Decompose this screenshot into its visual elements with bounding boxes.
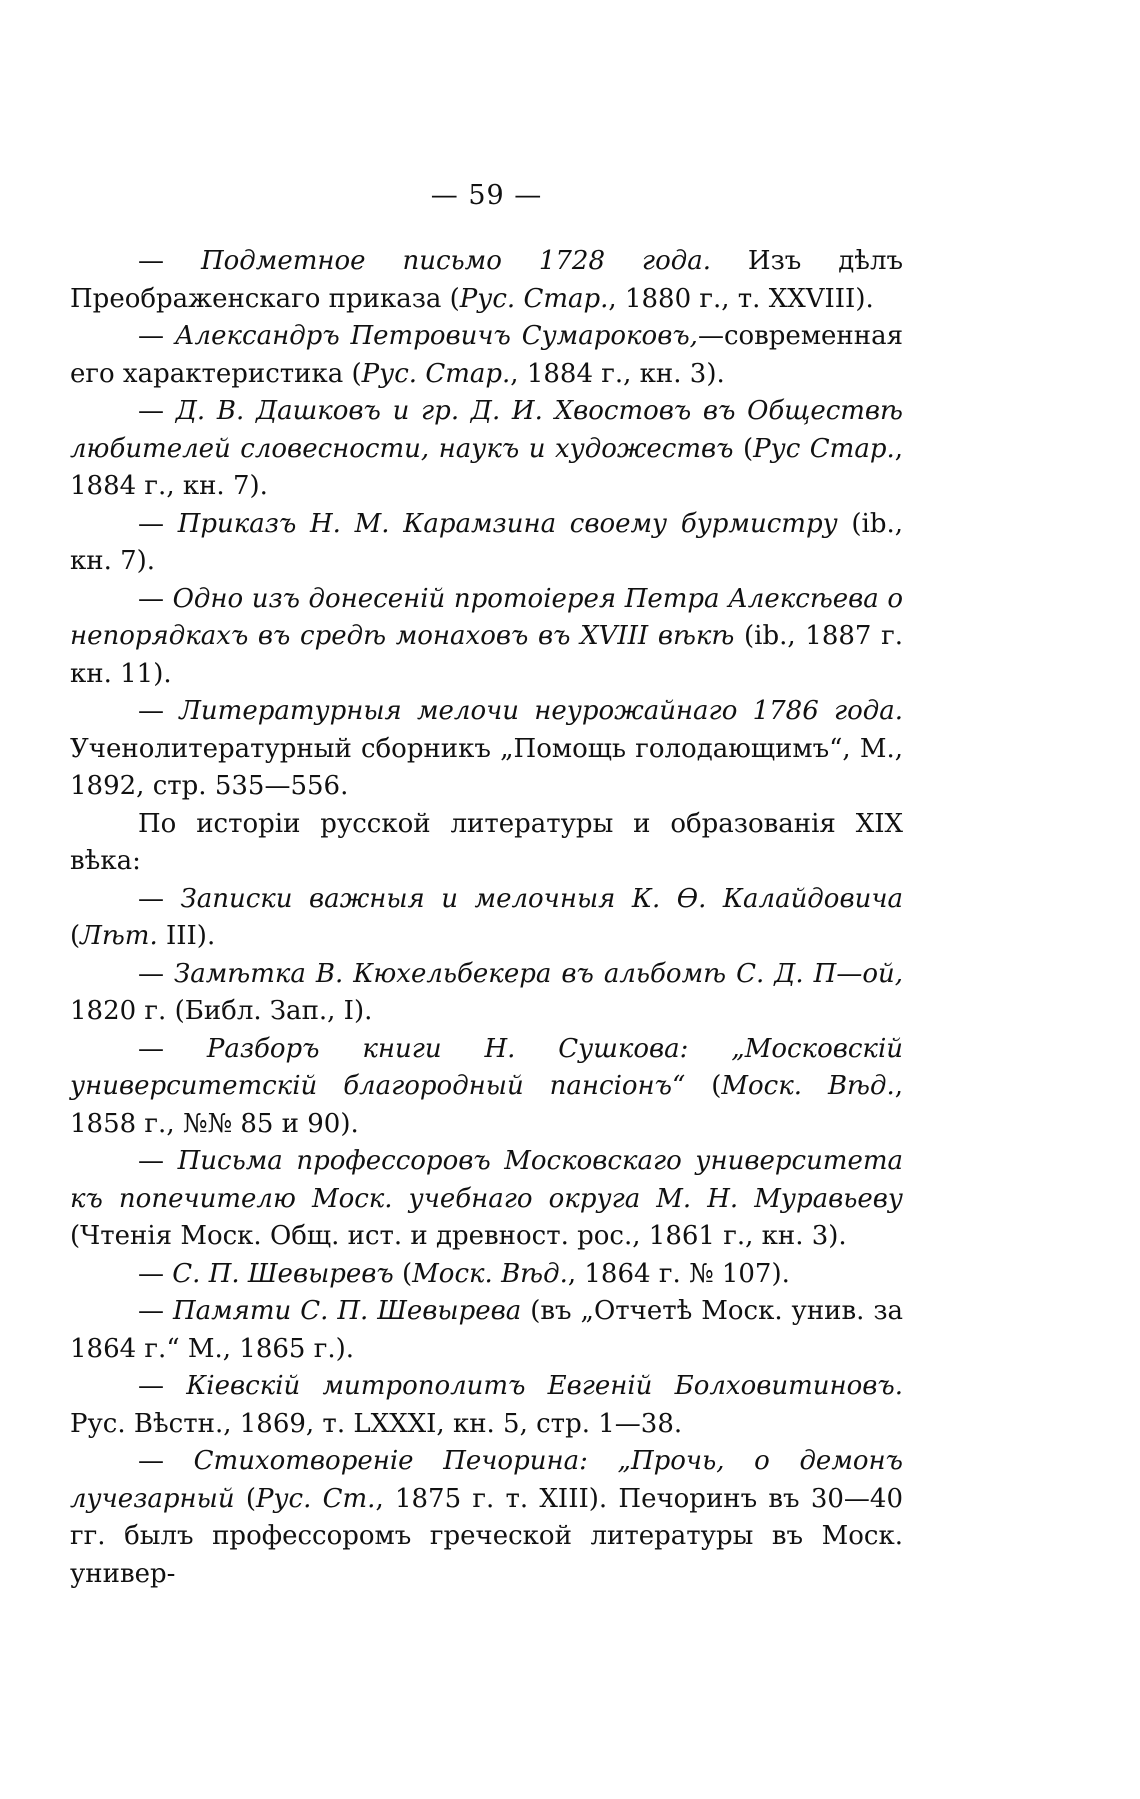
entry-text: По исторіи русской литературы и образованія XIX вѣка: xyxy=(70,808,903,876)
entry-text: ( xyxy=(685,1071,722,1101)
entry-text: Рус. Вѣстн., 1869, т. LXXXI, кн. 5, стр. 1—38. xyxy=(70,1408,683,1439)
entry-text: ( xyxy=(234,1483,256,1514)
entry-title-text: Рус Стар. xyxy=(753,433,895,464)
bibliography-entry xyxy=(70,693,903,806)
entry-text: — xyxy=(138,1371,187,1401)
bibliography-list xyxy=(70,243,903,1593)
entry-title-text: С. П. Шевыревъ xyxy=(172,1258,394,1289)
entry-title-text: Письма профессоровъ Московскаго университета къ попечителю Моск. учебнаго округа М. Н. Муравьеву xyxy=(70,1146,904,1214)
entry-title-text: Рус. Ст. xyxy=(255,1483,376,1514)
bibliography-entry xyxy=(70,1293,903,1368)
entry-text: , 1858 г., №№ 85 и 90). xyxy=(70,1071,903,1139)
bibliography-entry xyxy=(70,1256,903,1294)
bibliography-entry xyxy=(70,1143,903,1256)
entry-title-text: Рус. Стар. xyxy=(459,283,609,314)
page xyxy=(70,180,903,1593)
entry-text: — xyxy=(138,583,173,614)
bibliography-entry xyxy=(70,956,903,1031)
bibliography-entry xyxy=(70,243,903,318)
entry-text: ( xyxy=(70,921,81,951)
entry-text: — xyxy=(138,958,175,989)
bibliography-entry xyxy=(70,506,903,581)
entry-text: — xyxy=(138,1446,194,1476)
bibliography-entry xyxy=(70,881,903,956)
entry-title-text: Кіевскій митрополитъ Евгеній Болховитиновъ. xyxy=(186,1371,904,1401)
entry-title-text: Разборъ книги Н. Сушкова: „Московскій университетскій благородный пансіонъ“ xyxy=(70,1033,904,1101)
entry-text: 1820 г. (Библ. Зап., I). xyxy=(70,996,373,1026)
entry-text: —современная его характеристика ( xyxy=(70,321,903,389)
entry-text: Изъ дѣлъ Преображенскаго приказа ( xyxy=(70,246,904,314)
bibliography-entry xyxy=(70,318,903,393)
entry-title-text: Стихотвореніе Печорина: „Прочь, о демонъ лучезарный xyxy=(70,1446,903,1514)
entry-title-text: Александръ Петровичъ Сумароковъ, xyxy=(174,321,698,351)
entry-text: — xyxy=(138,1033,207,1064)
entry-title-text: Рус. Стар. xyxy=(361,358,511,389)
entry-text: — xyxy=(138,321,175,351)
entry-title-text: Моск. Вѣд. xyxy=(412,1258,568,1289)
entry-text: (ib., 1887 г. кн. 11). xyxy=(70,621,903,689)
entry-text: , 1864 г. № 107). xyxy=(567,1258,790,1289)
section-heading xyxy=(70,806,903,881)
entry-text: — xyxy=(138,1296,173,1326)
entry-title-text: Д. В. Дашковъ и гр. Д. И. Хвостовъ въ Обществѣ любителей словесности, наукъ и художествъ xyxy=(70,396,903,464)
bibliography-entry xyxy=(70,1368,903,1443)
entry-title-text: Подметное письмо 1728 года. xyxy=(200,246,711,276)
entry-title-text: Лѣт. xyxy=(80,921,158,951)
entry-text: ( xyxy=(733,433,754,464)
entry-text: (въ „Отчетѣ Моск. унив. за 1864 г.“ М., 1865 г.). xyxy=(70,1296,904,1364)
entry-title-text: Литературныя мелочи неурожайнаго 1786 года. xyxy=(179,696,903,726)
entry-title-text: Памяти С. П. Шевырева xyxy=(172,1296,522,1326)
entry-text: , 1875 г. т. XIII). Печоринъ въ 30—40 гг. былъ профессоромъ греческой литературы въ Моск. универ- xyxy=(70,1483,903,1589)
entry-text: — xyxy=(138,396,176,426)
entry-text: — xyxy=(138,1258,173,1289)
bibliography-entry xyxy=(70,581,903,694)
entry-title-text: Одно изъ донесеній протоіерея Петра Алексѣева о непорядкахъ въ средѣ монаховъ въ XVIII вѣкѣ xyxy=(70,583,904,651)
entry-text: ( xyxy=(393,1258,413,1289)
entry-text: — xyxy=(138,508,178,539)
entry-text: III). xyxy=(157,921,216,951)
page-number: — 59 — xyxy=(430,180,543,211)
entry-title-text: Записки важныя и мелочныя К. Ѳ. Калайдовича xyxy=(180,883,903,914)
entry-text: , 1884 г., кн. 7). xyxy=(70,433,903,501)
entry-text: Ученолитературный сборникъ „Помощь голодающимъ“, М., 1892, стр. 535—556. xyxy=(70,733,903,801)
entry-text: (Чтенія Моск. Общ. ист. и древност. рос., 1861 г., кн. 3). xyxy=(70,1221,847,1251)
entry-text: — xyxy=(138,1146,178,1176)
bibliography-entry xyxy=(70,393,903,506)
entry-text: , 1884 г., кн. 3). xyxy=(510,358,725,389)
entry-title-text: Моск. Вѣд. xyxy=(721,1071,895,1101)
entry-title-text: Приказъ Н. М. Карамзина своему бурмистру xyxy=(177,508,838,539)
bibliography-entry xyxy=(70,1031,903,1144)
bibliography-entry xyxy=(70,1443,903,1593)
entry-text: (ib., кн. 7). xyxy=(70,508,903,576)
entry-text: , 1880 г., т. XXVIII). xyxy=(608,283,874,314)
entry-text: — xyxy=(138,246,201,276)
entry-title-text: Замѣтка В. Кюхельбекера въ альбомѣ С. Д. П—ой, xyxy=(174,958,904,989)
entry-text: — xyxy=(138,696,180,726)
entry-text: — xyxy=(138,883,181,914)
